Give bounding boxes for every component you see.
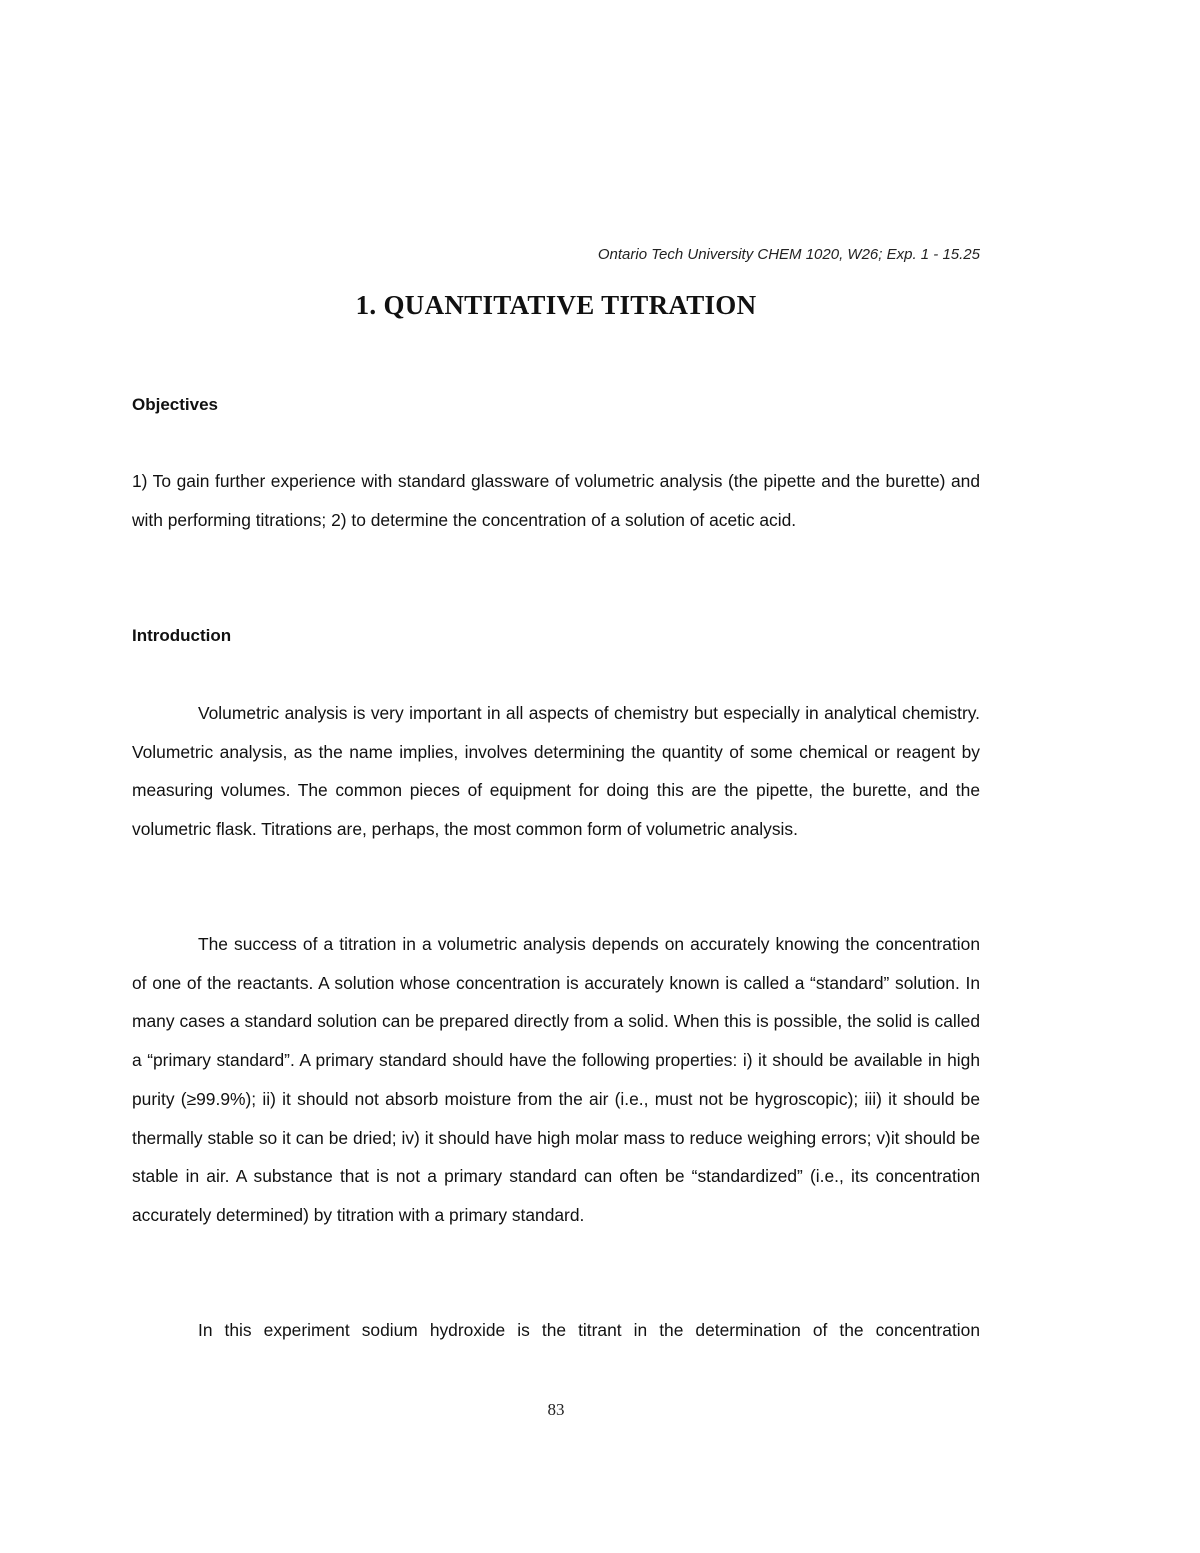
intro-paragraph-3: In this experiment sodium hydroxide is the titrant in the determination of the concentration xyxy=(198,1320,980,1340)
page-title: 1. QUANTITATIVE TITRATION xyxy=(355,290,757,320)
page-number: 83 xyxy=(547,1400,565,1419)
running-header: Ontario Tech University CHEM 1020, W26; Exp. 1 - 15.25 xyxy=(597,246,980,263)
intro-paragraph-2: The success of a titration in a volumetric analysis depends on accurately knowing the concentration of one of the reactants. A solution whose concentration is accurately known is called a “standard” solution. In many cases a standard solution can be prepared directly from a solid. When this is possible, the solid is called a “primary standard”. A primary standard should have the following properties: i) it should be available in high purity (≥99.9%); ii) it should not absorb moisture from the air (i.e., must not be hygroscopic); iii) it should be thermally stable so it can be dried; iv) it should have high molar mass to reduce weighing errors; v)it should be stable in air. A substance that is not a primary standard can often be “standardized” (i.e., its concentration accurately determined) by titration with a primary standard. xyxy=(132,934,980,1225)
intro-paragraph-1: Volumetric analysis is very important in all aspects of chemistry but especially in analytical chemistry. Volumetric analysis, as the name implies, involves determining the quantity of some chemical or reagent by measuring volumes. The common pieces of equipment for doing this are the pipette, the burette, and the volumetric flask. Titrations are, perhaps, the most common form of volumetric analysis. xyxy=(132,703,980,840)
objectives-heading: Objectives xyxy=(132,395,218,414)
introduction-heading: Introduction xyxy=(132,626,232,645)
objectives-paragraph: 1) To gain further experience with standard glassware of volumetric analysis (the pipette and the burette) and with performing titrations; 2) to determine the concentration of a solution of acetic acid. xyxy=(132,471,980,530)
